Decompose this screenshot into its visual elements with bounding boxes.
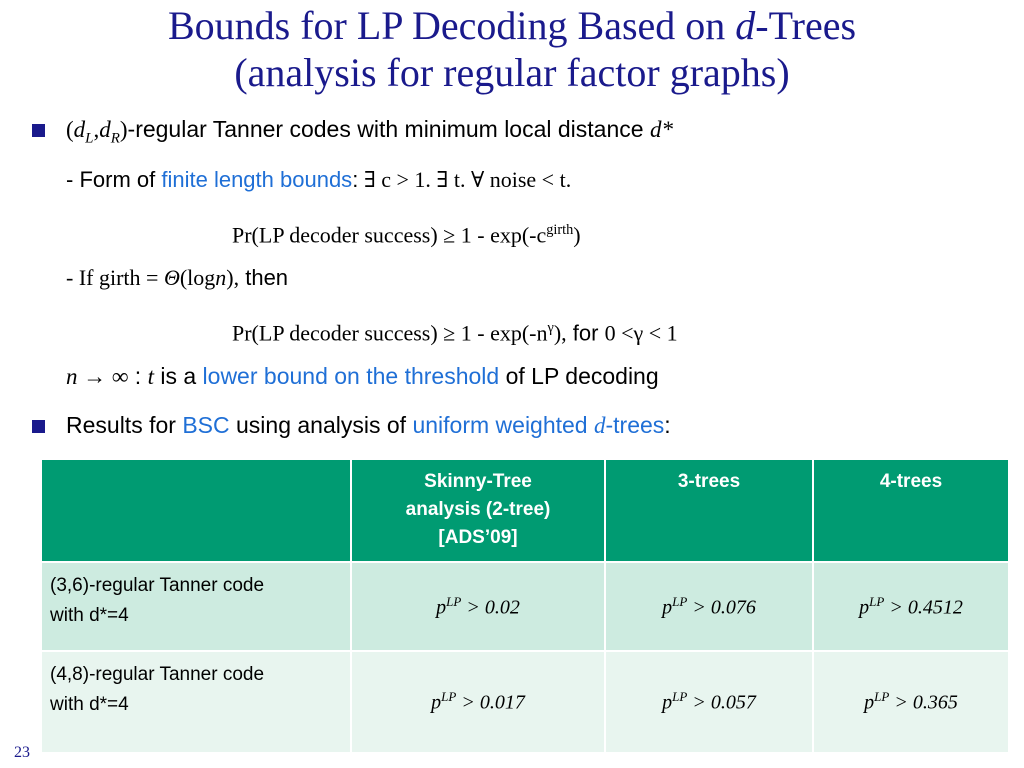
cell-value: 0.02 bbox=[484, 596, 520, 619]
form-prefix: Form of bbox=[79, 167, 162, 192]
gt-symbol: > bbox=[687, 691, 711, 714]
table-header-row bbox=[41, 459, 1009, 562]
lp-sup: LP bbox=[672, 593, 688, 609]
girth-log: (log bbox=[179, 265, 216, 290]
pr2-close: ), bbox=[553, 320, 567, 346]
threshold-suffix: of LP decoding bbox=[499, 363, 659, 389]
table-cell bbox=[813, 651, 1009, 753]
threshold-line bbox=[66, 360, 659, 393]
row-label-line-2: with d*=4 bbox=[50, 693, 129, 715]
page-number: 23 bbox=[14, 744, 30, 761]
bsc: BSC bbox=[182, 412, 230, 438]
p-symbol: p bbox=[662, 596, 673, 619]
form-math: ∃ c > 1. ∃ t. ∀ noise < t. bbox=[358, 167, 572, 192]
uniform-weighted: uniform weighted bbox=[412, 412, 594, 438]
pr2-sup: γ bbox=[547, 320, 554, 336]
header-4-trees: 4-trees bbox=[813, 459, 1009, 562]
gt-symbol: > bbox=[687, 596, 711, 619]
p-symbol: p bbox=[859, 596, 870, 619]
title-line-1 bbox=[0, 2, 1024, 49]
gt-symbol: > bbox=[456, 691, 480, 714]
table-cell bbox=[605, 562, 813, 651]
title-suffix: -Trees bbox=[755, 3, 857, 48]
finite-length-bounds: finite length bounds bbox=[161, 167, 353, 192]
table-row bbox=[41, 562, 1009, 651]
header-skinny-line-3: [ADS’09] bbox=[438, 527, 518, 548]
header-3-trees: 3-trees bbox=[605, 459, 813, 562]
bullet-square-icon bbox=[32, 420, 45, 433]
table-cell bbox=[813, 562, 1009, 651]
form-line bbox=[66, 164, 571, 196]
pr2-range: 0 <γ < 1 bbox=[604, 320, 678, 346]
gt-symbol: > bbox=[889, 691, 913, 714]
sub-l: L bbox=[85, 130, 94, 147]
table-row bbox=[41, 651, 1009, 753]
paren-close: ) bbox=[119, 117, 128, 142]
gt-symbol: > bbox=[461, 596, 485, 619]
cell-value: 0.076 bbox=[710, 596, 756, 619]
threshold-colon: : bbox=[128, 363, 148, 389]
pr-line-1 bbox=[232, 214, 581, 251]
code-params bbox=[66, 117, 128, 147]
bullet-2 bbox=[66, 409, 671, 442]
pr2-text: Pr(LP decoder success) ≥ 1 - exp(-n bbox=[232, 320, 548, 346]
table-cell bbox=[351, 651, 605, 753]
girth-line bbox=[66, 262, 288, 294]
pr1-close: ) bbox=[573, 222, 581, 248]
cell-value: 0.057 bbox=[710, 691, 756, 714]
threshold-is-a: is a bbox=[153, 363, 203, 389]
d-symbol-2: d bbox=[99, 117, 111, 142]
girth-n: n bbox=[215, 265, 227, 290]
dash: - bbox=[66, 167, 80, 192]
table-cell bbox=[351, 562, 605, 651]
title-prefix: Bounds for LP Decoding Based on bbox=[167, 3, 736, 48]
girth-prefix: - If girth = bbox=[66, 265, 164, 290]
pr2-for: for bbox=[566, 320, 605, 346]
lp-sup: LP bbox=[441, 689, 457, 705]
title-line-2: (analysis for regular factor graphs) bbox=[234, 50, 790, 95]
lp-sup: LP bbox=[869, 593, 885, 609]
results-prefix: Results for bbox=[66, 412, 183, 438]
lp-sup: LP bbox=[446, 593, 462, 609]
pr1-sup: girth bbox=[546, 222, 574, 238]
row-label-line-1: (3,6)-regular Tanner code bbox=[50, 575, 265, 596]
lp-sup: LP bbox=[874, 689, 890, 705]
girth-then: then bbox=[239, 265, 289, 290]
slide-title bbox=[0, 2, 1024, 96]
sub-r: R bbox=[110, 130, 120, 147]
girth-close: ), bbox=[226, 265, 240, 290]
row-label bbox=[41, 562, 351, 651]
gt-symbol: > bbox=[884, 596, 908, 619]
comma: , bbox=[93, 117, 100, 142]
colon: : bbox=[352, 167, 359, 192]
table-cell bbox=[605, 651, 813, 753]
d-symbol: d bbox=[73, 117, 86, 142]
d-star: d* bbox=[649, 117, 673, 142]
row-label bbox=[41, 651, 351, 753]
row-label-line-1: (4,8)-regular Tanner code bbox=[50, 663, 265, 685]
lp-sup: LP bbox=[672, 689, 688, 705]
threshold-blue: lower bound on the threshold bbox=[202, 363, 500, 389]
theta-symbol: Θ bbox=[163, 265, 180, 290]
row-label-line-2: with d*=4 bbox=[50, 605, 129, 626]
header-skinny-line-1: Skinny-Tree bbox=[424, 471, 532, 492]
pr1-text: Pr(LP decoder success) ≥ 1 - exp(-c bbox=[232, 222, 547, 248]
p-symbol: p bbox=[864, 691, 875, 714]
results-table bbox=[40, 458, 1010, 754]
cell-value: 0.4512 bbox=[907, 596, 963, 619]
p-symbol: p bbox=[436, 596, 447, 619]
header-skinny-tree bbox=[351, 459, 605, 562]
cell-value: 0.365 bbox=[912, 691, 958, 714]
results-colon: : bbox=[664, 412, 671, 438]
title-d: d bbox=[735, 3, 756, 48]
bullet-1-text: -regular Tanner codes with minimum local distance bbox=[127, 116, 650, 142]
n-to-infinity: n → ∞ bbox=[66, 364, 129, 389]
results-trees: -trees bbox=[605, 412, 665, 438]
results-mid: using analysis of bbox=[229, 412, 413, 438]
bullet-square-icon bbox=[32, 124, 45, 137]
header-skinny-line-2: analysis (2-tree) bbox=[405, 499, 551, 520]
bullet-1 bbox=[66, 113, 673, 155]
pr-line-2 bbox=[232, 312, 678, 349]
header-empty bbox=[41, 459, 351, 562]
p-symbol: p bbox=[431, 691, 442, 714]
cell-value: 0.017 bbox=[479, 691, 525, 714]
paren-open: ( bbox=[66, 117, 74, 142]
threshold-t: t bbox=[147, 364, 154, 389]
results-d: d bbox=[594, 413, 606, 438]
p-symbol: p bbox=[662, 691, 673, 714]
